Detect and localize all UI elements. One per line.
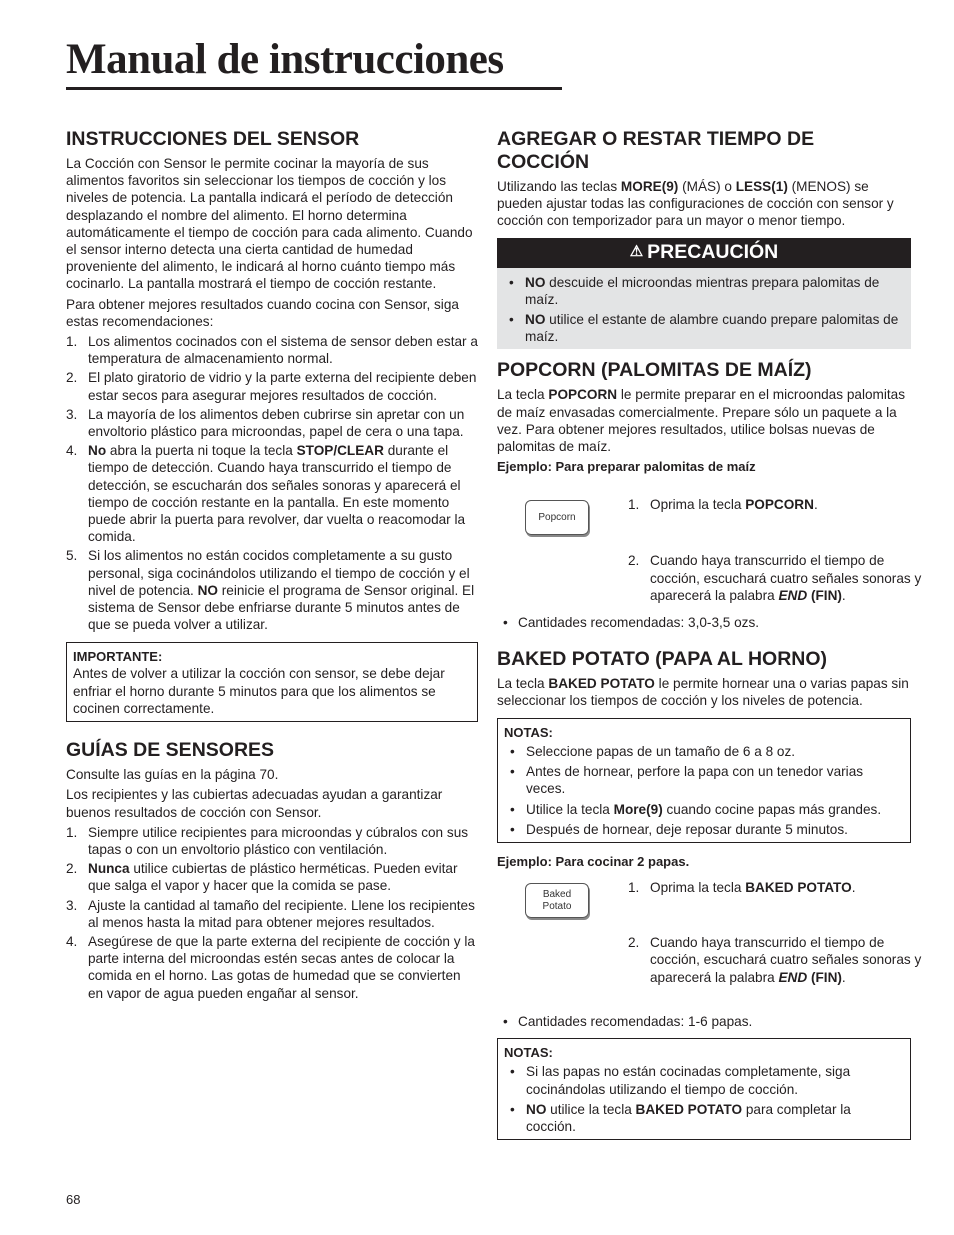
notes-label: NOTAS: <box>504 725 553 741</box>
guides-p2: Los recipientes y las cubiertas adecuadas ayudan a garantizar buenos resultados de cocción con Sensor. <box>66 787 443 820</box>
list-item: • Seleccione papas de un tamaño de 6 a 8 oz. <box>504 743 903 760</box>
list-item: • Si las papas no están cocinadas completamente, siga cocinándolas utilizando el tiempo de cocción. <box>504 1063 903 1097</box>
page-title: Manual de instrucciones <box>66 34 562 90</box>
list-item: 2. Nunca utilice cubiertas de plástico herméticas. Pueden evitar que salga el vapor y hacer que la comida se pase. <box>66 861 458 894</box>
list-item: • NO utilice la tecla BAKED POTATO para completar la cocción. <box>504 1101 903 1135</box>
potato-example: Ejemplo: Para cocinar 2 papas. <box>497 854 690 870</box>
guides-p1: Consulte las guías en la página 70. <box>66 767 279 783</box>
list-item: • Cantidades recomendadas: 1-6 papas. <box>497 1013 911 1030</box>
potato-steps <box>497 873 922 1013</box>
baked-potato-key-icon: Baked Potato <box>525 883 589 918</box>
warning-icon: ⚠ <box>629 242 644 260</box>
popcorn-key-icon: Popcorn <box>525 500 589 535</box>
page-number: 68 <box>66 1192 81 1207</box>
guides-heading: GUÍAS DE SENSORES <box>66 739 275 762</box>
list-item: 1. Siempre utilice recipientes para microondas y cúbralos con sus tapas o con un envoltorio plástico con ventilación. <box>66 824 469 857</box>
right-column <box>497 128 922 1140</box>
popcorn-qty-list <box>497 614 911 631</box>
addtime-text: Utilizando las teclas MORE(9) (MÁS) o LESS(1) (MENOS) se pueden ajustar todas las configuraciones de cocción con sensor y cocción con temporizador para un mayor o menor tiempo. <box>497 179 894 229</box>
list-item: 4. No abra la puerta ni toque la tecla STOP/CLEAR durante el tiempo de detección. Cuando haya transcurrido el tiempo de detección, se escucharán dos señales sonoras y aparecerá el tiempo de cocción restante en la pantalla. En este momento puede abrir la puerta para revolver, dar vuelta o reacomodar la comida. <box>66 443 466 545</box>
sensor-list <box>66 333 478 633</box>
caution-header: ⚠ PRECAUCIÓN <box>497 238 911 268</box>
guides-list <box>66 824 478 1002</box>
popcorn-steps <box>497 478 922 614</box>
popcorn-example: Ejemplo: Para preparar palomitas de maíz <box>497 459 756 475</box>
potato-notes-box <box>497 718 911 843</box>
potato-step-1: 1. Oprima la tecla BAKED POTATO. <box>628 880 856 896</box>
left-column <box>66 128 478 1004</box>
popcorn-heading: POPCORN (PALOMITAS DE MAÍZ) <box>497 359 812 382</box>
list-item: • Cantidades recomendadas: 3,0-3,5 ozs. <box>497 614 911 631</box>
list-item: 1. Los alimentos cocinados con el sistema de sensor deben estar a temperatura de almacenamiento normal. <box>66 334 478 367</box>
list-item: 5. Si los alimentos no están cocidos completamente a su gusto personal, siga cocinándolos utilizando el tiempo de cocción y el nivel de potencia. NO reinicie el programa de Sensor original. El sistema de Sensor debe enfriarse durante 5 minutos antes de que se pueda volver a utilizar. <box>66 548 475 633</box>
addtime-heading: AGREGAR O RESTAR TIEMPO DE COCCIÓN <box>497 128 815 173</box>
popcorn-step-1: 1. Oprima la tecla POPCORN. <box>628 497 818 513</box>
popcorn-intro: La tecla POPCORN le permite preparar en el microondas palomitas de maíz envasadas comercialmente. Prepare sólo un paquete a la vez. Para obtener mejores resultados, utilice bolsas nuevas de palomitas de maíz. <box>497 387 905 455</box>
important-box <box>66 642 478 722</box>
sensor-intro: La Cocción con Sensor le permite cocinar la mayoría de sus alimentos favoritos sin seleccionar los tiempos de cocción y los niveles de potencia. La pantalla indicará el período de detección desplazando el nombre del alimento. El horno determina automáticamente el tiempo de cocción para cada alimento. Cuando el sensor interno detecta una cierta cantidad de humedad proveniente del alimento, le indicará al horno cuánto tiempo más cocinarlo. La pantalla mostrará el tiempo de cocción restante. <box>66 156 473 292</box>
list-item: • Antes de hornear, perfore la papa con un tenedor varias veces. <box>504 763 903 797</box>
list-item: • NO descuide el microondas mientras prepara palomitas de maíz. <box>503 274 903 308</box>
list-item: • Utilice la tecla More(9) cuando cocine papas más grandes. <box>504 801 903 818</box>
caution-box <box>497 268 911 350</box>
important-text: Antes de volver a utilizar la cocción con sensor, se debe dejar enfriar el horno durante 5 minutos para que los alimentos se cocinen correctamente. <box>73 666 445 716</box>
potato-step-2: 2. Cuando haya transcurrido el tiempo de cocción, escuchará cuatro señales sonoras y aparecerá la palabra END (FIN). <box>628 935 922 985</box>
popcorn-step-2: 2. Cuando haya transcurrido el tiempo de cocción, escuchará cuatro señales sonoras y aparecerá la palabra END (FIN). <box>628 553 922 603</box>
potato-heading: BAKED POTATO (PAPA AL HORNO) <box>497 647 828 670</box>
list-item: 4. Asegúrese de que la parte externa del recipiente de cocción y la parte interna del microondas estén secas antes de colocar la comida en el horno. Las gotas de humedad que se convierten en vapor de agua pueden engañar al sensor. <box>66 933 475 1001</box>
sensor-heading: INSTRUCCIONES DEL SENSOR <box>66 128 360 150</box>
notes-label: NOTAS: <box>504 1045 553 1061</box>
list-item: 3. Ajuste la cantidad al tamaño del recipiente. Llene los recipientes al menos hasta la mitad para obtener mejores resultados. <box>66 897 475 930</box>
list-item: 2. El plato giratorio de vidrio y la parte externa del recipiente deben estar secos para asegurar mejores resultados de cocción. <box>66 370 477 403</box>
list-item: • Después de hornear, deje reposar durante 5 minutos. <box>504 821 903 838</box>
list-item: • NO utilice el estante de alambre cuando prepare palomitas de maíz. <box>503 311 903 345</box>
potato-notes-box-2 <box>497 1038 911 1140</box>
potato-intro: La tecla BAKED POTATO le permite hornear una o varias papas sin seleccionar los tiempos de cocción y los niveles de potencia. <box>497 675 909 708</box>
sensor-intro-2: Para obtener mejores resultados cuando cocina con Sensor, siga estas recomendaciones: <box>66 296 459 329</box>
list-item: 3. La mayoría de los alimentos deben cubrirse sin apretar con un envoltorio plástico para microondas, papel de cera o una tapa. <box>66 406 465 440</box>
important-label: IMPORTANTE: <box>73 649 163 665</box>
potato-qty-list <box>497 1013 911 1030</box>
